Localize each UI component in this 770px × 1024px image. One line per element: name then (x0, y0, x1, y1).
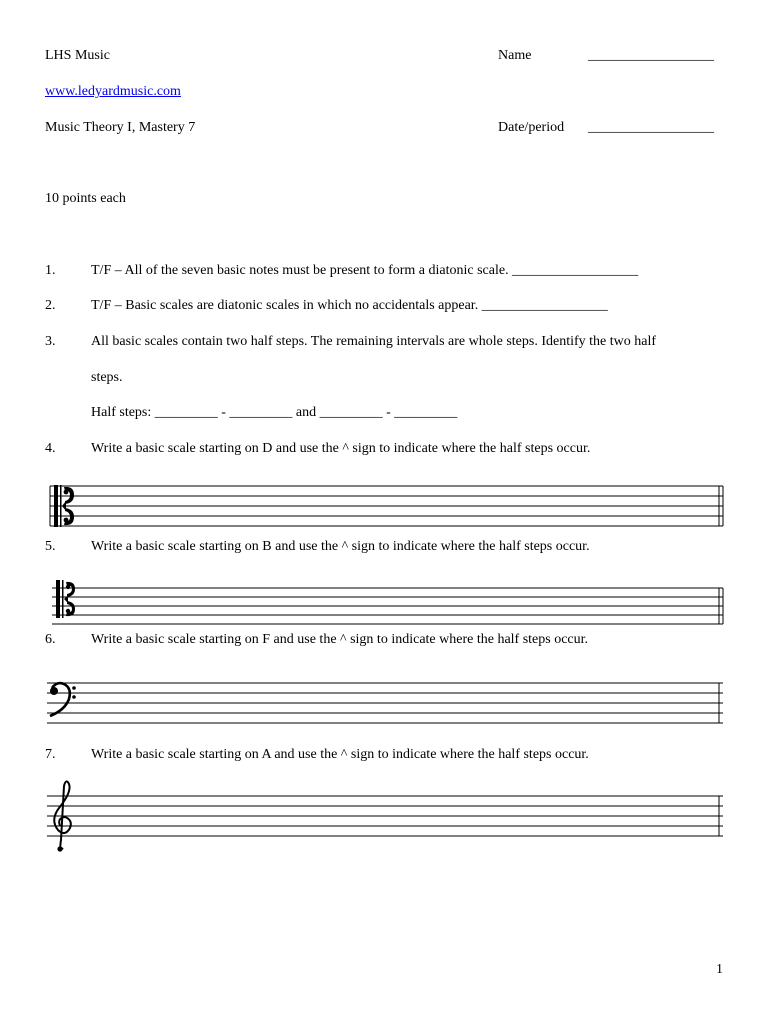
question-text: Write a basic scale starting on A and use the ^ sign to indicate where the half steps occur. (91, 747, 589, 762)
question-text: Write a basic scale starting on B and use the ^ sign to indicate where the half steps occur. (91, 539, 590, 554)
question-text: T/F – Basic scales are diatonic scales in which no accidentals appear. __________________ (91, 298, 608, 313)
website-link[interactable]: www.ledyardmusic.com (45, 84, 181, 99)
question-number: 7. (45, 747, 56, 762)
question-number: 5. (45, 539, 56, 554)
date-blank[interactable]: __________________ (588, 120, 714, 135)
question-number: 1. (45, 263, 56, 278)
points-note: 10 points each (45, 191, 126, 206)
question-text: All basic scales contain two half steps. The remaining intervals are whole steps. Identify the two half (91, 334, 657, 349)
half-steps-answer-line[interactable]: Half steps: _________ - _________ and _________ - _________ (91, 405, 458, 420)
question-text: Write a basic scale starting on F and use the ^ sign to indicate where the half steps occur. (91, 632, 589, 647)
bass-clef-staff[interactable] (45, 678, 725, 728)
name-blank[interactable]: __________________ (588, 48, 714, 63)
date-label: Date/period (498, 120, 565, 135)
treble-clef-staff[interactable] (45, 776, 725, 856)
alto-clef-staff[interactable] (45, 578, 725, 628)
question-text-continued: steps. (91, 370, 123, 385)
treble-clef-icon (54, 781, 71, 851)
course-title: Music Theory I, Mastery 7 (45, 120, 196, 135)
question-number: 6. (45, 632, 56, 647)
question-text: T/F – All of the seven basic notes must be present to form a diatonic scale. __________________ (91, 263, 639, 278)
name-label: Name (498, 48, 532, 63)
school-name: LHS Music (45, 48, 110, 63)
page-number: 1 (716, 962, 723, 977)
alto-clef-icon (56, 580, 75, 618)
question-number: 4. (45, 441, 56, 456)
alto-clef-staff[interactable] (45, 482, 725, 530)
question-number: 2. (45, 298, 56, 313)
question-number: 3. (45, 334, 56, 349)
bass-clef-icon (50, 683, 76, 716)
question-text: Write a basic scale starting on D and use the ^ sign to indicate where the half steps occur. (91, 441, 591, 456)
